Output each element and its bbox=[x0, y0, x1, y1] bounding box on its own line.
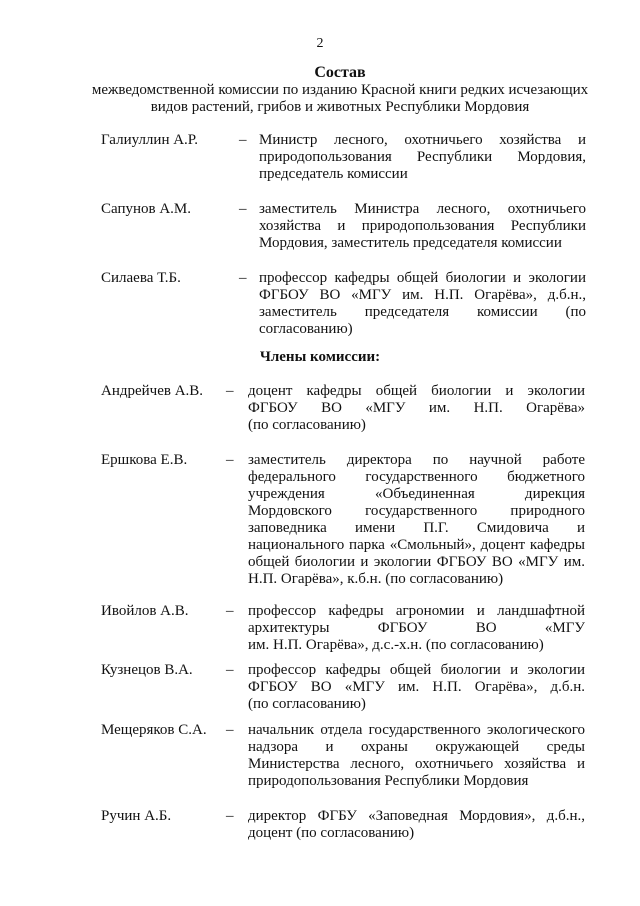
member-role bbox=[248, 603, 585, 654]
dash-separator: – bbox=[226, 452, 234, 468]
role-line: председатель комиссии bbox=[259, 166, 408, 182]
leader-role bbox=[259, 132, 586, 183]
member-name: Мещеряков С.А. bbox=[101, 722, 207, 738]
role-line: заместитель директора по научной работе bbox=[248, 452, 585, 468]
member-name: Кузнецов В.А. bbox=[101, 662, 193, 678]
document-subtitle-line: видов растений, грибов и животных Республики Мордовия bbox=[150, 99, 530, 115]
role-line: общей биологии и экологии ФГБОУ ВО «МГУ им. bbox=[248, 554, 585, 570]
leader-name: Галиуллин А.Р. bbox=[101, 132, 199, 148]
dash-separator: – bbox=[226, 383, 234, 399]
member-name: Ивойлов А.В. bbox=[101, 603, 189, 619]
member-name: Ершкова Е.В. bbox=[101, 452, 188, 468]
role-line: Министерства лесного, охотничьего хозяйства и bbox=[248, 756, 585, 772]
role-line: Н.П. Огарёва», к.б.н. (по согласованию) bbox=[248, 571, 504, 587]
member-role bbox=[248, 808, 585, 842]
role-line: учреждения «Объединенная дирекция bbox=[248, 486, 585, 502]
role-line: начальник отдела государственного экологического bbox=[248, 722, 585, 738]
title-block bbox=[80, 64, 600, 116]
dash-separator: – bbox=[226, 722, 234, 738]
member-role bbox=[248, 452, 585, 588]
leader-role bbox=[259, 270, 586, 338]
role-line: заместитель председателя комиссии (по bbox=[259, 304, 586, 320]
role-line: согласованию) bbox=[259, 321, 353, 337]
role-line: профессор кафедры агрономии и ландшафтной bbox=[248, 603, 585, 619]
dash-separator: – bbox=[239, 270, 247, 286]
role-line: заповедника имени П.Г. Смидовича и bbox=[248, 520, 585, 536]
dash-separator: – bbox=[239, 132, 247, 148]
role-line: директор ФГБУ «Заповедная Мордовия», д.б.н., bbox=[248, 808, 585, 824]
role-line: Мордовского государственного природного bbox=[248, 503, 585, 519]
leader-role bbox=[259, 201, 586, 252]
role-line: профессор кафедры общей биологии и экологии bbox=[248, 662, 585, 678]
role-line: (по согласованию) bbox=[248, 696, 366, 712]
leader-name: Силаева Т.Б. bbox=[101, 270, 181, 286]
role-line: (по согласованию) bbox=[248, 417, 366, 433]
role-line: заместитель Министра лесного, охотничьего bbox=[259, 201, 586, 217]
role-line: профессор кафедры общей биологии и экологии bbox=[259, 270, 586, 286]
page-number: 2 bbox=[316, 36, 324, 51]
role-line: федерального государственного бюджетного bbox=[248, 469, 585, 485]
role-line: хозяйства и природопользования Республики bbox=[259, 218, 586, 234]
member-role bbox=[248, 722, 585, 790]
dash-separator: – bbox=[226, 662, 234, 678]
member-name: Ручин А.Б. bbox=[101, 808, 172, 824]
member-name: Андрейчев А.В. bbox=[101, 383, 204, 399]
document-title: Состав bbox=[314, 64, 366, 81]
member-role bbox=[248, 383, 585, 434]
leader-name: Сапунов А.М. bbox=[101, 201, 192, 217]
document-subtitle-line: межведомственной комиссии по изданию Красной книги редких исчезающих bbox=[91, 82, 589, 98]
members-heading: Члены комиссии: bbox=[259, 349, 381, 365]
role-line: Мордовия, заместитель председателя комиссии bbox=[259, 235, 562, 251]
role-line: ФГБОУ ВО «МГУ им. Н.П. Огарёва» bbox=[248, 400, 585, 416]
member-role bbox=[248, 662, 585, 713]
dash-separator: – bbox=[226, 603, 234, 619]
role-line: природопользования Республики Мордовия, bbox=[259, 149, 586, 165]
role-line: архитектуры ФГБОУ ВО «МГУ bbox=[248, 620, 585, 636]
role-line: Министр лесного, охотничьего хозяйства и bbox=[259, 132, 586, 148]
role-line: доцент кафедры общей биологии и экологии bbox=[248, 383, 585, 399]
role-line: национального парка «Смольный», доцент кафедры bbox=[248, 537, 585, 553]
dash-separator: – bbox=[226, 808, 234, 824]
role-line: надзора и охраны окружающей среды bbox=[248, 739, 585, 755]
dash-separator: – bbox=[239, 201, 247, 217]
role-line: им. Н.П. Огарёва», д.с.-х.н. (по согласованию) bbox=[248, 637, 544, 653]
role-line: доцент (по согласованию) bbox=[248, 825, 415, 841]
role-line: ФГБОУ ВО «МГУ им. Н.П. Огарёва», д.б.н., bbox=[259, 287, 586, 303]
role-line: природопользования Республики Мордовия bbox=[248, 773, 529, 789]
role-line: ФГБОУ ВО «МГУ им. Н.П. Огарёва», д.б.н. bbox=[248, 679, 585, 695]
